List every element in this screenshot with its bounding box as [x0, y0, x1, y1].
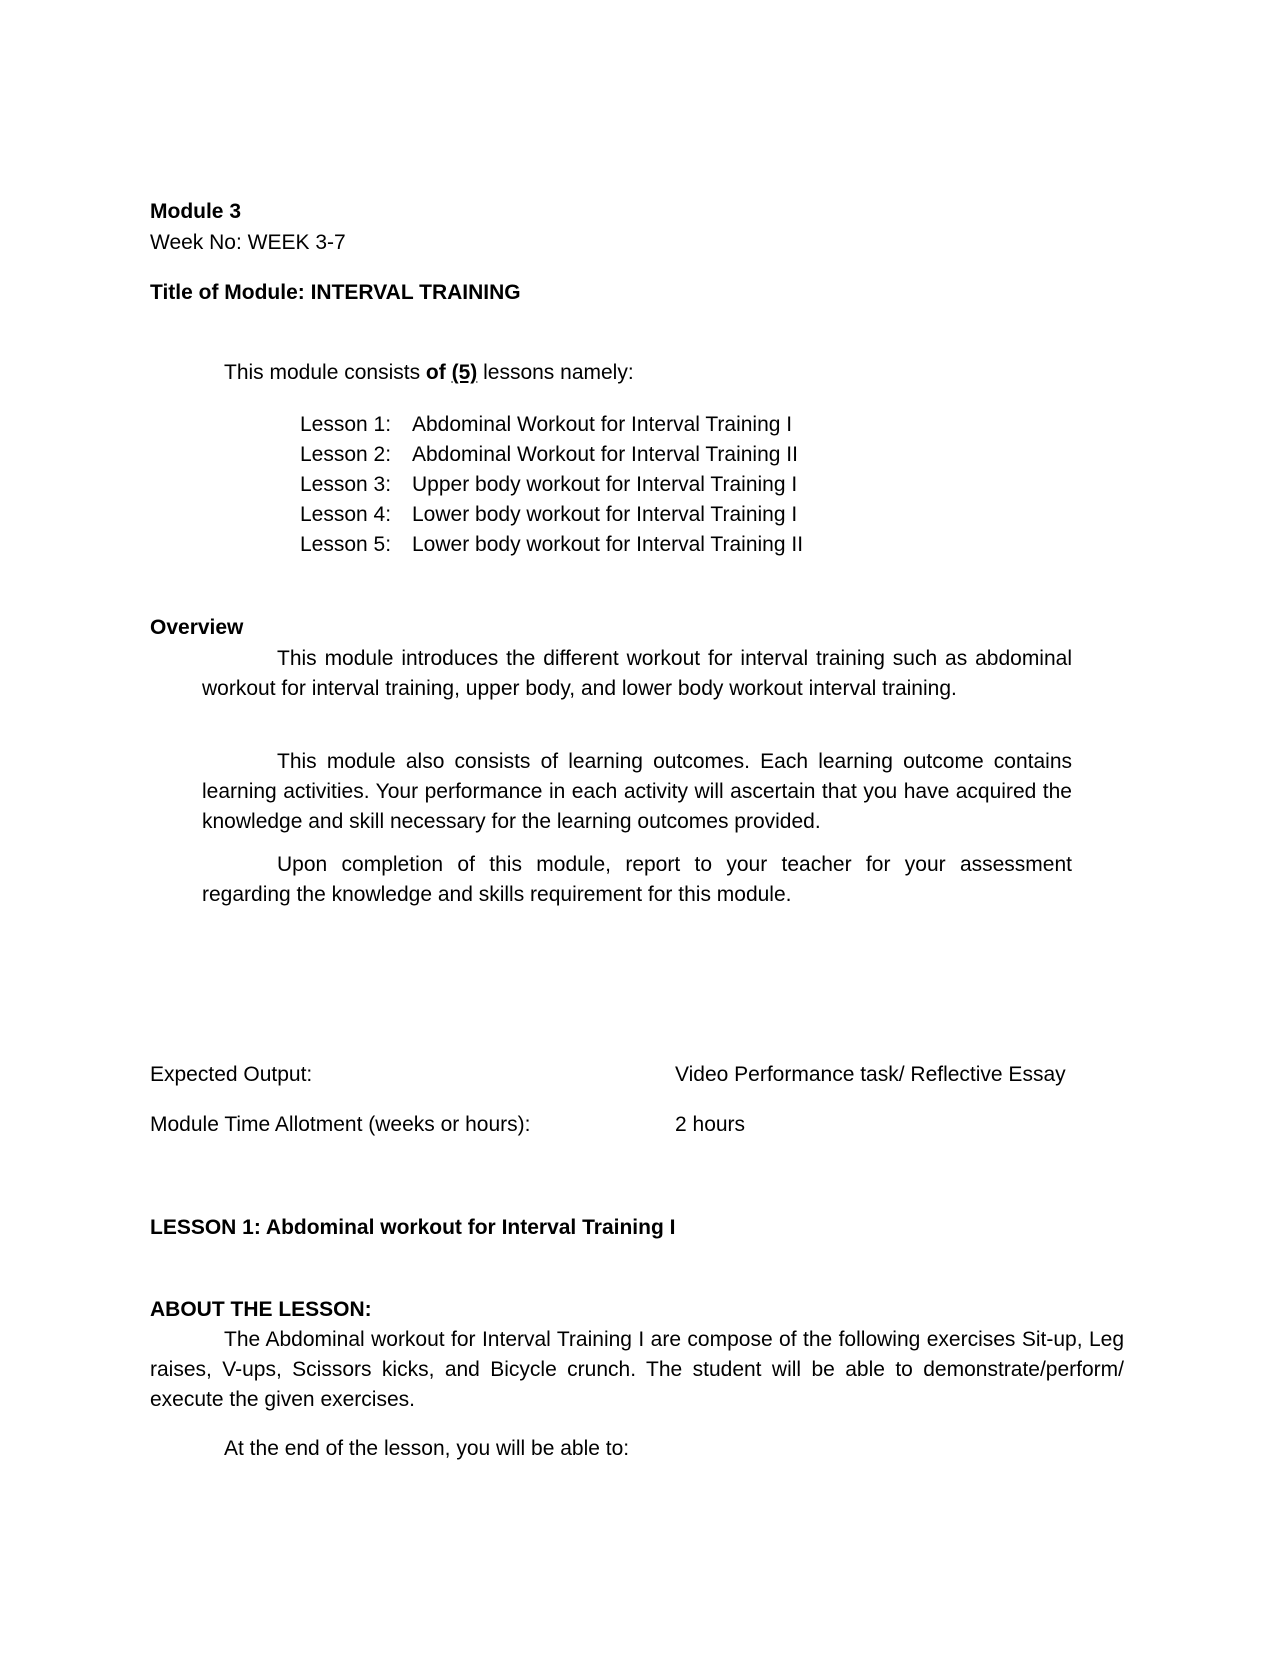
list-item: [300, 410, 792, 440]
intro-of: of: [425, 361, 446, 384]
module-heading: Module 3: [150, 200, 242, 223]
expected-output-value: Video Performance task/ Reflective Essay: [675, 1063, 1066, 1086]
lesson-title: Lower body workout for Interval Training II: [412, 533, 804, 556]
intro-suffix: lessons namely:: [477, 361, 634, 384]
overview-paragraph-1: This module introduces the different workout for interval training such as abdominal workout for interval training, upper body, and lower body workout interval training.: [202, 647, 1072, 700]
lesson-title: Upper body workout for Interval Training I: [412, 473, 798, 496]
expected-output-label: Expected Output:: [150, 1063, 313, 1086]
list-item: [300, 500, 797, 530]
closing-line: At the end of the lesson, you will be able to:: [224, 1437, 630, 1460]
intro-count: (5): [451, 361, 478, 384]
time-allotment-label: Module Time Allotment (weeks or hours):: [150, 1113, 531, 1136]
list-item: [300, 470, 797, 500]
time-allotment-value: 2 hours: [675, 1113, 746, 1136]
lesson-number: Lesson 1:: [300, 413, 392, 436]
intro-prefix: This module consists: [224, 361, 426, 384]
overview-paragraph-3: Upon completion of this module, report to your teacher for your assessment regarding the knowledge and skills requirement for this module.: [202, 853, 1072, 906]
intro-line: [224, 358, 634, 388]
lesson-title: Lower body workout for Interval Training I: [412, 503, 798, 526]
about-heading: ABOUT THE LESSON:: [150, 1298, 372, 1321]
lesson-number: Lesson 4:: [300, 503, 392, 526]
module-title: Title of Module: INTERVAL TRAINING: [150, 281, 521, 304]
lesson-title: Abdominal Workout for Interval Training I: [412, 413, 793, 436]
lesson-number: Lesson 5:: [300, 533, 392, 556]
list-item: [300, 530, 803, 560]
overview-heading: Overview: [150, 616, 244, 639]
lesson-number: Lesson 3:: [300, 473, 392, 496]
week-number: Week No: WEEK 3-7: [150, 231, 346, 254]
overview-paragraph-2: This module also consists of learning outcomes. Each learning outcome contains learning activities. Your performance in each activity will ascertain that you have acquired the knowledge and skill necessary for the learning outcomes provided.: [202, 750, 1072, 833]
list-item: [300, 440, 798, 470]
lesson-number: Lesson 2:: [300, 443, 392, 466]
lesson-title: Abdominal Workout for Interval Training II: [412, 443, 798, 466]
lesson1-heading: LESSON 1: Abdominal workout for Interval Training I: [150, 1216, 676, 1239]
about-paragraph: The Abdominal workout for Interval Training I are compose of the following exercises Sit-up, Leg raises, V-ups, Scissors kicks, and Bicycle crunch. The student will be able to demonstrate/perform/ execute the given exercises.: [150, 1328, 1124, 1411]
